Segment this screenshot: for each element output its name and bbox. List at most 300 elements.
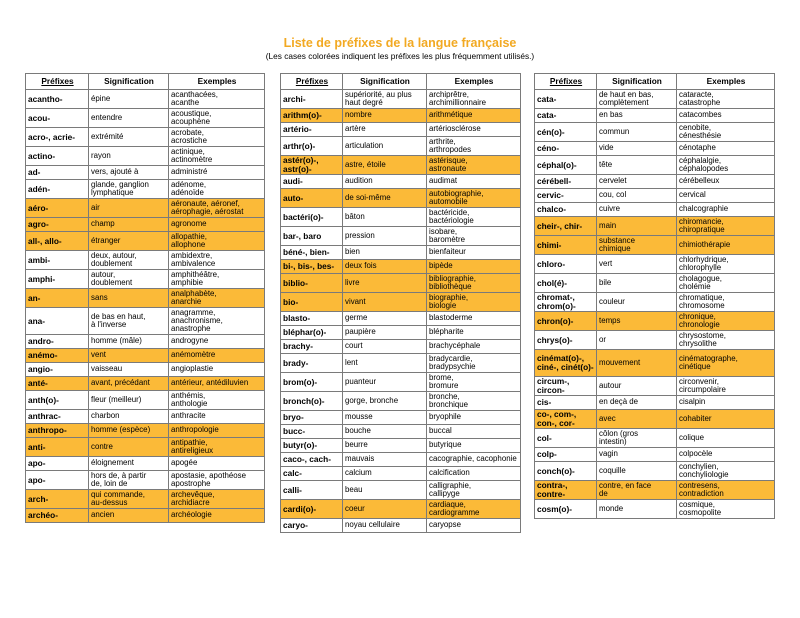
prefix-cell: cosm(o)- (535, 500, 597, 519)
signification-line: commun (599, 126, 630, 136)
example-line: callipyge (429, 489, 460, 498)
prefix-cell: all-, allo- (26, 232, 89, 251)
signification-cell (597, 462, 677, 481)
signification-cell (597, 331, 677, 350)
signification-cell (343, 189, 427, 208)
signification-line: contre (91, 441, 113, 451)
examples-cell (169, 391, 265, 410)
table-row (535, 448, 775, 462)
table-row (281, 411, 521, 425)
signification-line: bien (345, 247, 360, 257)
example-line: antérieur, antédiluvien (171, 378, 249, 388)
signification-line: avec (599, 413, 616, 423)
signification-line: substance (599, 235, 635, 245)
prefix-cell: bar-, baro (281, 227, 343, 246)
prefix-cell: acantho- (26, 90, 89, 109)
examples-cell (677, 331, 775, 350)
examples-cell (169, 251, 265, 270)
example-line: artériosclérose (429, 124, 481, 134)
example-line: circonvenir, (679, 376, 719, 386)
table-row (26, 471, 265, 490)
example-line: autobiographie, (429, 188, 484, 198)
prefix-cell: auto- (281, 189, 343, 208)
signification-line: couleur (599, 296, 625, 306)
table-row (26, 251, 265, 270)
table-header-row (535, 74, 775, 90)
signification-line: articulation (345, 140, 384, 150)
table-row (535, 500, 775, 519)
examples-cell (427, 246, 521, 260)
examples-cell (169, 471, 265, 490)
examples-cell (427, 519, 521, 533)
example-line: amphithéâtre, (171, 269, 220, 279)
example-line: cinétique (679, 362, 711, 371)
prefix-cell: apo- (26, 471, 89, 490)
example-line: anastrophe (171, 324, 211, 334)
examples-cell (427, 90, 521, 109)
signification-line: deux, autour, (91, 250, 137, 260)
table-row (281, 208, 521, 227)
example-line: anagramme, (171, 307, 216, 317)
signification-cell (89, 471, 169, 490)
signification-cell (597, 410, 677, 429)
example-line: arithmétique (429, 110, 473, 120)
prefix-cell: bactéri(o)- (281, 208, 343, 227)
signification-cell (343, 123, 427, 137)
signification-line: à l'inverse (91, 320, 127, 329)
example-line: biographie, (429, 292, 469, 302)
signification-cell (343, 109, 427, 123)
signification-line: court (345, 341, 363, 351)
examples-cell (427, 260, 521, 274)
signification-line: homme (espèce) (91, 425, 151, 435)
examples-cell (169, 147, 265, 166)
prefix-cell: agro- (26, 218, 89, 232)
examples-cell (169, 349, 265, 363)
example-line: chromatique, (679, 292, 725, 302)
example-line: cacographie, cacophonie (429, 454, 517, 464)
header-exemples: Exemples (169, 74, 265, 90)
examples-cell (169, 128, 265, 147)
prefix-cell: bucc- (281, 425, 343, 439)
table-row (26, 424, 265, 438)
signification-cell (89, 166, 169, 180)
signification-cell (597, 350, 677, 377)
example-line: acanthe (171, 98, 200, 107)
examples-cell (427, 340, 521, 354)
prefix-cell: anth(o)- (26, 391, 89, 410)
example-line: agronome (171, 219, 207, 229)
prefix-cell: adén- (26, 180, 89, 199)
examples-cell (677, 462, 775, 481)
examples-cell (427, 481, 521, 500)
example-line: apogée (171, 458, 198, 468)
table-row (26, 410, 265, 424)
table-row (535, 255, 775, 274)
example-line: amphibie (171, 278, 204, 287)
signification-line: glande, ganglion (91, 179, 149, 189)
example-line: chromosome (679, 301, 725, 310)
example-line: analphabète, (171, 288, 217, 298)
prefix-cell: acro-, acrie- (26, 128, 89, 147)
signification-line: qui commande, (91, 489, 145, 499)
prefix-cell: cinémat(o)-, ciné-, cinét(o)- (535, 350, 597, 377)
example-line: buccal (429, 426, 452, 436)
table-row (26, 199, 265, 218)
page-subtitle: (Les cases colorées indiquent les préfixes les plus fréquemment utilisés.) (265, 51, 535, 61)
prefix-cell: chrys(o)- (535, 331, 597, 350)
examples-cell (427, 373, 521, 392)
table-row (281, 481, 521, 500)
example-line: astronaute (429, 164, 467, 173)
signification-line: lent (345, 357, 358, 367)
examples-cell (677, 189, 775, 203)
table-row (281, 312, 521, 326)
signification-cell (89, 438, 169, 457)
signification-line: noyau cellulaire (345, 520, 400, 530)
example-line: anarchie (171, 297, 202, 306)
signification-cell (89, 377, 169, 391)
example-line: antipathie, (171, 437, 208, 447)
example-line: archimillionnaire (429, 98, 487, 107)
example-line: allopathie, (171, 231, 207, 241)
prefix-cell: caryo- (281, 519, 343, 533)
table-row (535, 462, 775, 481)
examples-cell (169, 218, 265, 232)
table-row (26, 377, 265, 391)
table-row (535, 350, 775, 377)
example-line: archéologie (171, 510, 212, 520)
signification-line: haut degré (345, 98, 383, 107)
signification-line: intestin) (599, 437, 627, 446)
signification-line: de soi-même (345, 192, 391, 202)
example-line: cohabiter (679, 413, 712, 423)
example-line: cénesthésie (679, 131, 722, 140)
examples-cell (427, 175, 521, 189)
signification-cell (343, 411, 427, 425)
table-row (281, 260, 521, 274)
examples-cell (427, 274, 521, 293)
signification-cell (343, 293, 427, 312)
prefix-table-2 (280, 73, 521, 533)
example-line: anthropologie (171, 425, 219, 435)
examples-cell (169, 509, 265, 523)
examples-cell (169, 363, 265, 377)
table-row (281, 274, 521, 293)
table-row (26, 490, 265, 509)
signification-cell (343, 519, 427, 533)
example-line: acouphène (171, 117, 211, 126)
table-row (281, 246, 521, 260)
signification-cell (343, 260, 427, 274)
signification-line: mouvement (599, 357, 641, 367)
examples-cell (169, 335, 265, 349)
signification-line: mousse (345, 412, 373, 422)
signification-line: champ (91, 219, 115, 229)
table-row (535, 331, 775, 350)
examples-cell (427, 156, 521, 175)
table-row (281, 326, 521, 340)
examples-cell (677, 500, 775, 519)
signification-cell (597, 109, 677, 123)
examples-cell (169, 109, 265, 128)
example-line: cosmique, (679, 499, 715, 509)
signification-cell (597, 217, 677, 236)
signification-line: temps (599, 315, 621, 325)
signification-line: coeur (345, 503, 365, 513)
prefix-cell: brady- (281, 354, 343, 373)
signification-line: monde (599, 503, 624, 513)
signification-line: autour, (91, 269, 116, 279)
signification-line: rayon (91, 150, 111, 160)
signification-cell (597, 203, 677, 217)
example-line: arthropodes (429, 145, 472, 154)
prefix-cell: circum-, circon- (535, 377, 597, 396)
prefix-cell: cervic- (535, 189, 597, 203)
signification-line: de haut en bas, (599, 89, 654, 99)
signification-line: entendre (91, 112, 123, 122)
examples-cell (169, 166, 265, 180)
table-row (535, 274, 775, 293)
example-line: bipède (429, 261, 453, 271)
table-header-row (281, 74, 521, 90)
signification-line: bâton (345, 211, 365, 221)
example-line: céphalopodes (679, 164, 729, 173)
signification-line: épine (91, 93, 111, 103)
signification-cell (89, 410, 169, 424)
example-line: apostasie, apothéose (171, 470, 247, 480)
examples-cell (677, 481, 775, 500)
prefix-cell: brom(o)- (281, 373, 343, 392)
table-row (281, 373, 521, 392)
prefix-cell: contra-, contre- (535, 481, 597, 500)
signification-cell (343, 439, 427, 453)
example-line: chronologie (679, 320, 720, 329)
signification-cell (597, 175, 677, 189)
signification-cell (89, 128, 169, 147)
signification-line: calcium (345, 468, 372, 478)
example-line: automobile (429, 197, 468, 206)
example-line: aérophagie, aérostat (171, 207, 244, 216)
signification-line: pression (345, 230, 375, 240)
table-row (535, 142, 775, 156)
example-line: archevêque, (171, 489, 215, 499)
examples-cell (427, 439, 521, 453)
prefix-cell: chalco- (535, 203, 597, 217)
examples-cell (677, 429, 775, 448)
prefix-cell: col- (535, 429, 597, 448)
example-line: chlorophylle (679, 263, 722, 272)
prefix-cell: an- (26, 289, 89, 308)
examples-cell (427, 453, 521, 467)
signification-cell (343, 175, 427, 189)
signification-line: vide (599, 143, 614, 153)
example-line: bradycardie, (429, 353, 473, 363)
examples-cell (677, 236, 775, 255)
signification-line: fleur (meilleur) (91, 394, 142, 404)
example-line: cisalpin (679, 397, 706, 407)
prefix-cell: acou- (26, 109, 89, 128)
signification-line: homme (mâle) (91, 336, 142, 346)
prefix-cell: céphal(o)- (535, 156, 597, 175)
example-line: apostrophe (171, 479, 211, 488)
example-line: chlorhydrique, (679, 254, 729, 264)
signification-cell (597, 156, 677, 175)
signification-line: mauvais (345, 454, 375, 464)
table-row (26, 166, 265, 180)
prefix-cell: cata- (535, 90, 597, 109)
signification-line: livre (345, 277, 360, 287)
table-row (281, 354, 521, 373)
example-line: cosmopolite (679, 508, 722, 517)
examples-cell (427, 109, 521, 123)
prefix-cell: bio- (281, 293, 343, 312)
signification-cell (343, 392, 427, 411)
signification-line: contre, en face (599, 480, 652, 490)
signification-cell (89, 363, 169, 377)
example-line: chimiothérapie (679, 239, 731, 249)
table-row (535, 410, 775, 429)
signification-line: vers, ajouté à (91, 167, 139, 177)
signification-cell (343, 90, 427, 109)
prefix-cell: chimi- (535, 236, 597, 255)
prefix-cell: arch- (26, 490, 89, 509)
signification-cell (89, 180, 169, 199)
table-row (281, 175, 521, 189)
signification-cell (597, 255, 677, 274)
examples-cell (677, 350, 775, 377)
prefix-cell: blasto- (281, 312, 343, 326)
example-line: antireligieux (171, 446, 214, 455)
signification-cell (89, 289, 169, 308)
examples-cell (427, 189, 521, 208)
examples-cell (677, 396, 775, 410)
signification-line: nombre (345, 110, 372, 120)
signification-line: étranger (91, 235, 121, 245)
signification-line: hors de, à partir (91, 470, 147, 480)
table-row (535, 123, 775, 142)
example-line: catacombes (679, 110, 722, 120)
table-row (281, 500, 521, 519)
example-line: chrysostome, (679, 330, 726, 340)
signification-cell (597, 142, 677, 156)
signification-line: or (599, 334, 607, 344)
table-row (535, 109, 775, 123)
example-line: caryopse (429, 520, 462, 530)
signification-line: audition (345, 176, 373, 186)
signification-line: complètement (599, 98, 649, 107)
examples-cell (427, 293, 521, 312)
prefix-cell: cheir-, chir- (535, 217, 597, 236)
example-line: circumpolaire (679, 385, 726, 394)
signification-line: extrémité (91, 131, 124, 141)
signification-line: supériorité, au plus (345, 89, 412, 99)
prefix-cell: artério- (281, 123, 343, 137)
table-row (26, 391, 265, 410)
signification-cell (89, 391, 169, 410)
table-row (281, 425, 521, 439)
signification-cell (89, 109, 169, 128)
examples-cell (677, 377, 775, 396)
signification-cell (597, 377, 677, 396)
signification-cell (597, 396, 677, 410)
signification-cell (89, 490, 169, 509)
examples-cell (169, 438, 265, 457)
examples-cell (169, 457, 265, 471)
example-line: administré (171, 167, 208, 177)
signification-line: avant, précédant (91, 378, 150, 388)
signification-cell (597, 481, 677, 500)
prefix-cell: bi-, bis-, bes- (281, 260, 343, 274)
prefix-cell: cardi(o)- (281, 500, 343, 519)
table-row (26, 270, 265, 289)
table-row (26, 232, 265, 251)
example-line: brachycéphale (429, 341, 481, 351)
table-row (26, 349, 265, 363)
table-row (535, 481, 775, 500)
prefix-cell: conch(o)- (535, 462, 597, 481)
signification-cell (343, 467, 427, 481)
table-row (281, 189, 521, 208)
example-line: actinique, (171, 146, 205, 156)
header-prefixes: Préfixes (535, 74, 597, 90)
prefix-cell: colp- (535, 448, 597, 462)
prefix-cell: ana- (26, 308, 89, 335)
prefix-cell: anté- (26, 377, 89, 391)
example-line: cénotaphe (679, 143, 716, 153)
table-header-row (26, 74, 265, 90)
prefix-cell: amphi- (26, 270, 89, 289)
examples-cell (427, 392, 521, 411)
examples-cell (169, 270, 265, 289)
prefix-cell: arthr(o)- (281, 137, 343, 156)
example-line: cérébelleux (679, 176, 720, 186)
signification-line: beurre (345, 440, 368, 450)
prefix-cell: angio- (26, 363, 89, 377)
prefix-cell: cén(o)- (535, 123, 597, 142)
signification-cell (343, 274, 427, 293)
table-row (26, 289, 265, 308)
example-line: bibliothèque (429, 282, 472, 291)
table-row (535, 293, 775, 312)
table-row (281, 340, 521, 354)
header-exemples: Exemples (427, 74, 521, 90)
example-line: cardiogramme (429, 508, 480, 517)
prefix-cell: céno- (535, 142, 597, 156)
signification-line: air (91, 202, 100, 212)
signification-line: en deçà de (599, 397, 639, 407)
prefix-cell: archi- (281, 90, 343, 109)
example-line: cervical (679, 190, 706, 200)
signification-cell (343, 373, 427, 392)
signification-line: au-dessus (91, 498, 128, 507)
example-line: anthologie (171, 399, 208, 408)
signification-cell (89, 147, 169, 166)
example-line: bronchique (429, 400, 469, 409)
signification-line: puanteur (345, 376, 377, 386)
example-line: bactériologie (429, 216, 474, 225)
table-row (281, 392, 521, 411)
example-line: acanthacées, (171, 89, 218, 99)
signification-cell (343, 500, 427, 519)
signification-line: de (599, 489, 608, 498)
table-row (535, 175, 775, 189)
example-line: astérisque, (429, 155, 468, 165)
signification-line: main (599, 220, 617, 230)
prefix-cell: actino- (26, 147, 89, 166)
example-line: cholémie (679, 282, 711, 291)
signification-cell (597, 448, 677, 462)
